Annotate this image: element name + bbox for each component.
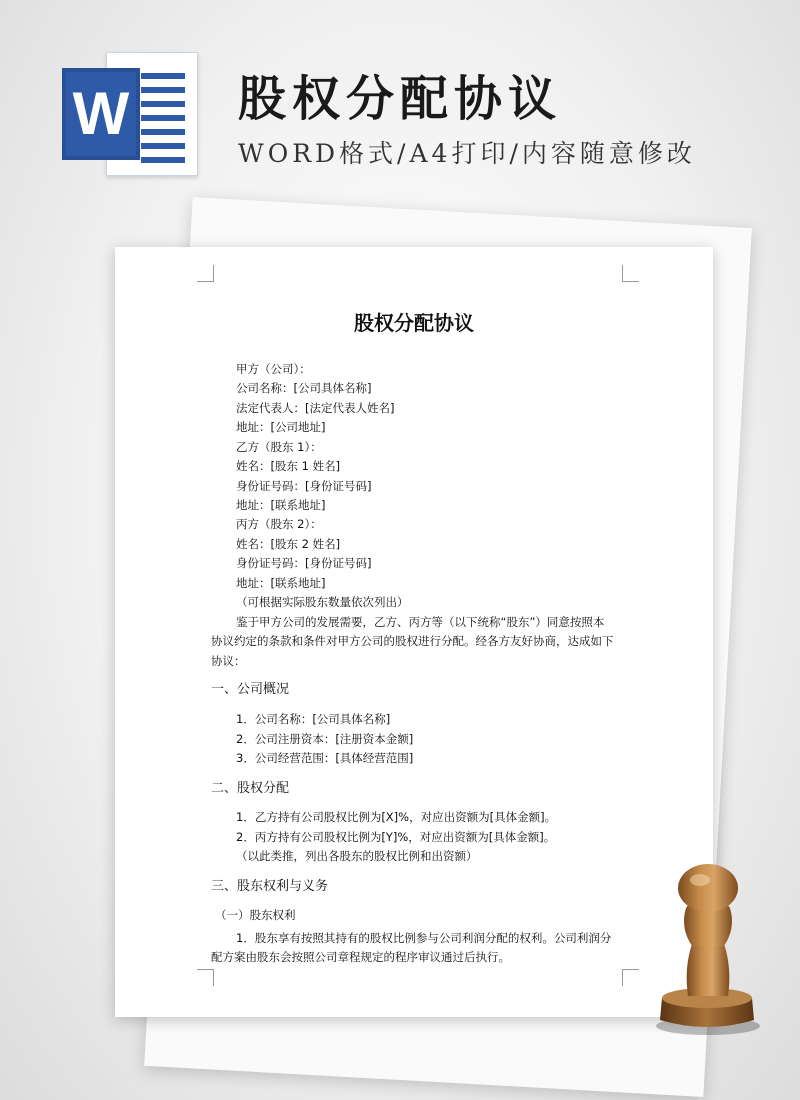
document-page bbox=[115, 247, 713, 1017]
word-w-icon: W bbox=[62, 68, 140, 160]
party-line: 乙方（股东 1）： bbox=[236, 440, 322, 454]
list-note: （以此类推，列出各股东的股权比例和出资额） bbox=[236, 849, 478, 863]
party-line: 公司名称：[公司具体名称] bbox=[236, 381, 372, 395]
party-note: （可根据实际股东数量依次列出） bbox=[236, 595, 409, 609]
paragraph-line: 配方案由股东会按照公司章程规定的程序审议通过后执行。 bbox=[211, 950, 510, 964]
party-line: 地址：[公司地址] bbox=[236, 420, 326, 434]
list-item: 2．公司注册资本：[注册资本金额] bbox=[236, 732, 414, 746]
party-line: 地址：[联系地址] bbox=[236, 498, 326, 512]
section-heading: 二、股权分配 bbox=[211, 781, 290, 796]
list-item: 2．丙方持有公司股权比例为[Y]%，对应出资额为[具体金额]。 bbox=[236, 830, 556, 844]
document-title: 股权分配协议 bbox=[354, 311, 474, 335]
corner-mark bbox=[622, 969, 639, 986]
party-line: 身份证号码：[身份证号码] bbox=[236, 479, 372, 493]
party-line: 身份证号码：[身份证号码] bbox=[236, 556, 372, 570]
corner-mark bbox=[197, 969, 214, 986]
list-item: 1．乙方持有公司股权比例为[X]%，对应出资额为[具体金额]。 bbox=[236, 810, 557, 824]
corner-mark bbox=[622, 265, 639, 282]
preamble-line: 协议： bbox=[211, 654, 246, 668]
party-line: 地址：[联系地址] bbox=[236, 576, 326, 590]
section-heading: 一、公司概况 bbox=[211, 682, 290, 697]
subsection-heading: （一）股东权利 bbox=[215, 908, 296, 922]
paragraph-line: 1．股东享有按照其持有的股权比例参与公司利润分配的权利。公司利润分 bbox=[236, 931, 612, 945]
party-line: 丙方（股东 2）： bbox=[236, 517, 322, 531]
preamble-line: 协议约定的条款和条件对甲方公司的股权进行分配。经各方友好协商，达成如下 bbox=[211, 634, 614, 648]
party-line: 法定代表人：[法定代表人姓名] bbox=[236, 401, 395, 415]
list-item: 3．公司经营范围：[具体经营范围] bbox=[236, 751, 414, 765]
party-line: 姓名：[股东 1 姓名] bbox=[236, 459, 341, 473]
corner-mark bbox=[197, 265, 214, 282]
page-title: 股权分配协议 bbox=[238, 71, 563, 127]
section-heading: 三、股东权利与义务 bbox=[211, 879, 329, 894]
party-line: 姓名：[股东 2 姓名] bbox=[236, 537, 341, 551]
preamble-line: 鉴于甲方公司的发展需要，乙方、丙方等（以下统称“股东”）同意按照本 bbox=[236, 615, 605, 629]
word-logo bbox=[62, 52, 198, 176]
page-subtitle: WORD格式/A4打印/内容随意修改 bbox=[238, 139, 696, 168]
party-line: 甲方（公司）： bbox=[236, 362, 311, 376]
wooden-stamp-icon bbox=[640, 858, 770, 1038]
list-item: 1．公司名称：[公司具体名称] bbox=[236, 712, 391, 726]
